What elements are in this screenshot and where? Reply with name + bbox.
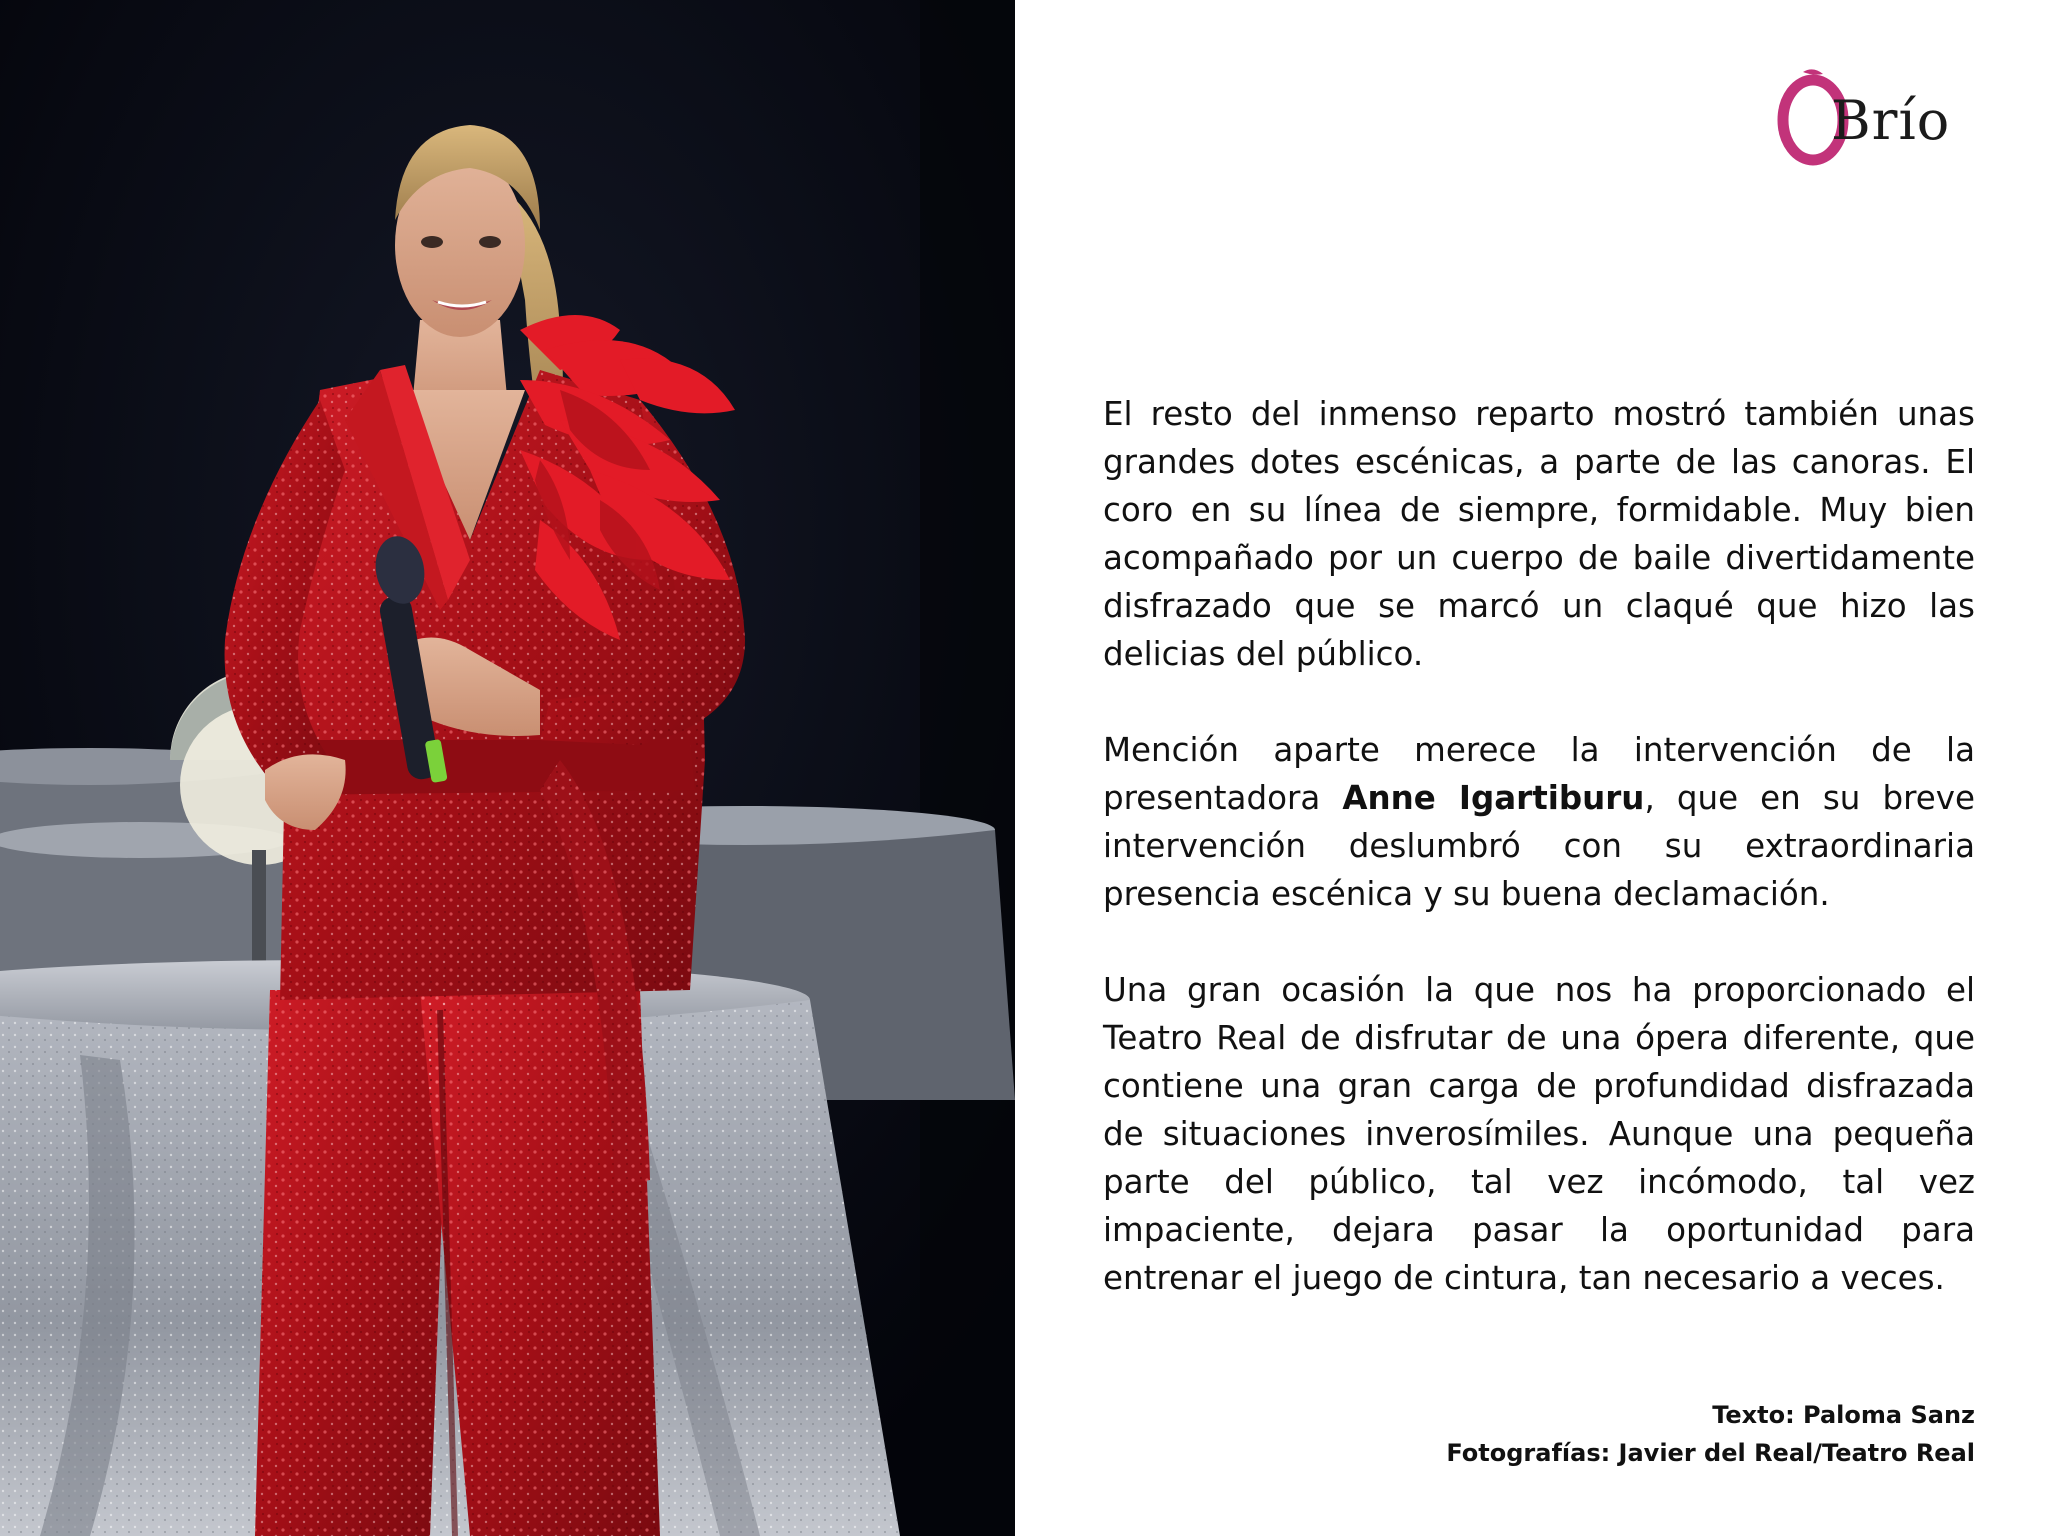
presenter-name: Anne Igartiburu <box>1342 779 1645 817</box>
article-body <box>1103 390 1975 1350</box>
credits <box>1446 1396 1975 1472</box>
article-paragraph-3: Una gran ocasión la que nos ha proporcionado el Teatro Real de disfrutar de una ópera diferente, que contiene una gran carga de profundidad disfrazada de situaciones inverosímiles. Aunque una pequeña parte del público, tal vez incómodo, tal vez impaciente, dejara pasar la oportunidad para entrenar el juego de cintura, tan necesario a veces. <box>1103 971 1975 1297</box>
paragraph-2-lead: Mención aparte merece la intervención de la presentadora <box>1103 731 1975 817</box>
brio-logo <box>1775 66 1985 176</box>
paragraph-2-tail: , que en su breve intervención deslumbró con su extraordinaria presencia escénica y su buena declamación. <box>1103 779 1975 913</box>
stage-photo <box>0 0 1015 1536</box>
photo-credit: Fotografías: Javier del Real/Teatro Real <box>1446 1439 1975 1467</box>
article-paragraph-1: El resto del inmenso reparto mostró también unas grandes dotes escénicas, a parte de las canoras. El coro en su línea de siempre, formidable. Muy bien acompañado por un cuerpo de baile divertidamente disfrazado que se marcó un claqué que hizo las delicias del público. <box>1103 395 1975 673</box>
text-credit: Texto: Paloma Sanz <box>1712 1401 1975 1429</box>
article-paragraph-2 <box>1103 726 1975 918</box>
logo-wordmark: Brío <box>1831 89 1951 152</box>
